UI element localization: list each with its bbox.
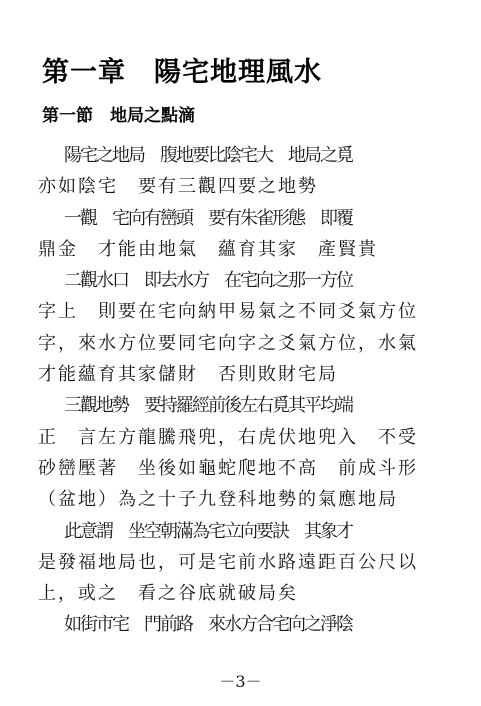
text-line: 亦如陰宅 要有三觀四要之地勢: [38, 176, 318, 198]
text-line: 如街市宅 門前路 來水方合宅向之淨陰: [64, 614, 352, 636]
text-line: 陽宅之地局 腹地要比陰宅大 地局之覓: [64, 145, 352, 166]
text-line: 字上 則要在宅向納甲易氣之不同爻氣方位: [38, 301, 418, 323]
text-line: 一觀 宅向有巒頭 要有朱雀形態 即覆: [64, 207, 352, 229]
text-line: 是發福地局也，可是宅前水路遠距百公尺以: [38, 551, 418, 573]
text-line: 砂巒壓著 坐後如龜蛇爬地不高 前成斗形: [38, 457, 418, 479]
section-title: 第一節 地局之點滴: [42, 106, 195, 126]
text-line: 才能蘊育其家儲財 否則敗財宅局: [38, 364, 338, 386]
text-line: 正 言左方龍騰飛兜，右虎伏地兜入 不受: [38, 426, 418, 448]
text-line: 鼎金 才能由地氣 蘊育其家 產賢貴: [38, 238, 378, 260]
page-number: －3－: [219, 672, 262, 691]
text-line: 二觀水口 即去水方 在宅向之那一方位: [64, 270, 352, 292]
text-line: 字，來水方位要同宅向字之爻氣方位，水氣: [38, 332, 418, 354]
text-line: 三觀地勢 要持羅經前後左右覓其平均端: [64, 395, 352, 417]
text-line: （盆地）為之十子九登科地勢的氣應地局: [38, 489, 398, 511]
body-text: [38, 140, 448, 641]
chapter-title: 第一章 陽宅地理風水: [42, 57, 322, 88]
text-line: 上，或之 看之谷底就破局矣: [38, 583, 298, 605]
text-line: 此意謂 坐空朝滿為宅立向要訣 其象才: [64, 520, 352, 542]
